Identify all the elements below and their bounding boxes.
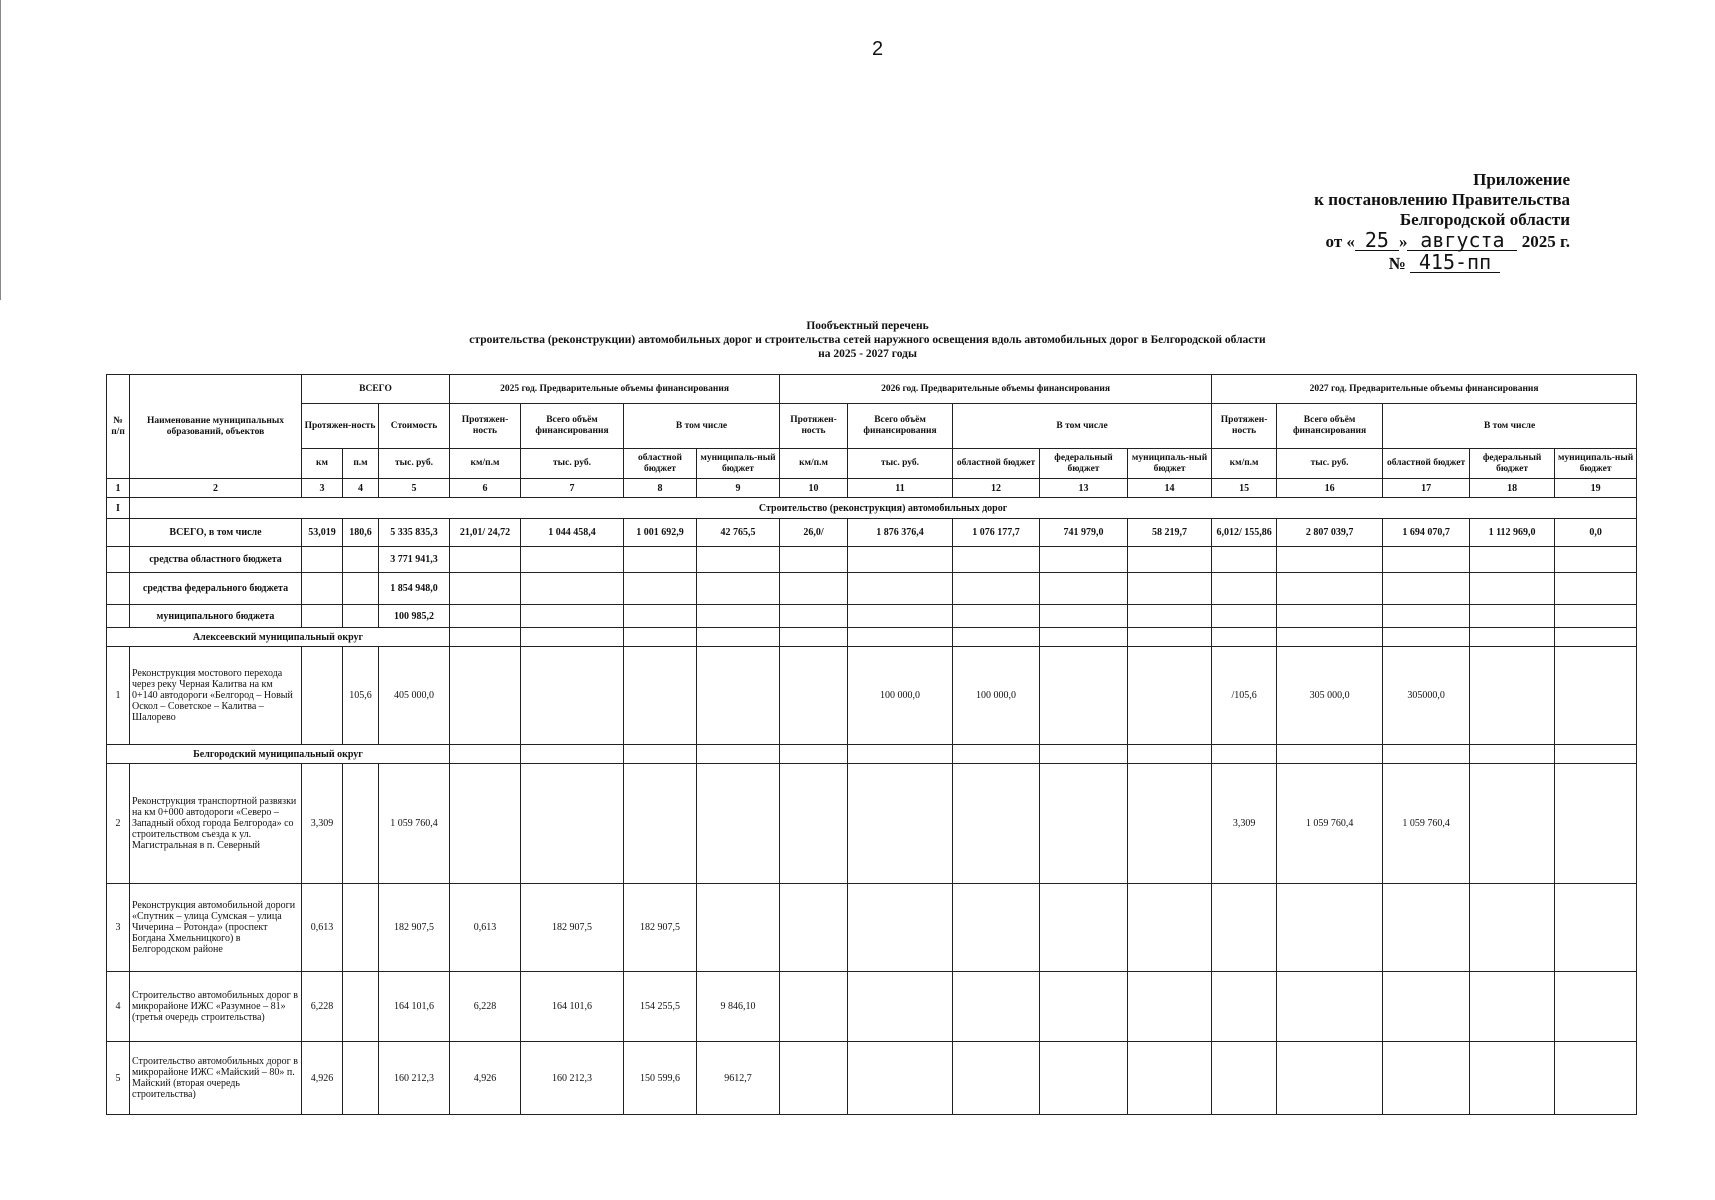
budget-row xyxy=(107,605,1637,628)
cell xyxy=(1277,884,1383,972)
cell xyxy=(953,972,1040,1042)
empty-cell xyxy=(953,628,1040,647)
header-2025-regional: областной бюджет xyxy=(624,449,697,479)
object-name: Реконструкция мостового перехода через реку Черная Калитва на км 0+140 автодороги «Белгород – Новый Оскол – Советское – Калитва – Шалорево xyxy=(130,647,302,745)
empty-cell xyxy=(953,745,1040,764)
header-2026-municipal: муниципаль-ный бюджет xyxy=(1128,449,1212,479)
empty-cell xyxy=(1555,745,1637,764)
header-pm: п.м xyxy=(343,449,379,479)
cell: 3,309 xyxy=(1212,764,1277,884)
col-number: 18 xyxy=(1470,479,1555,498)
empty-cell xyxy=(1040,547,1128,573)
cell xyxy=(1128,884,1212,972)
object-row xyxy=(107,647,1637,745)
document-title xyxy=(300,319,1435,361)
cell xyxy=(1555,764,1637,884)
cell xyxy=(1383,972,1470,1042)
cell: 182 907,5 xyxy=(624,884,697,972)
header-2027-municipal: муниципаль-ный бюджет xyxy=(1555,449,1637,479)
budget-label: муниципального бюджета xyxy=(130,605,302,628)
empty-cell xyxy=(302,605,343,628)
header-2027-total-fin: Всего объём финансирования xyxy=(1277,404,1383,449)
number-prefix: № xyxy=(1388,254,1406,273)
date-month: августа xyxy=(1407,230,1517,251)
objects-table xyxy=(106,374,1637,1115)
empty-cell xyxy=(780,605,848,628)
object-name: Реконструкция транспортной развязки на км 0+000 автодороги «Северо – Западный обход города Белгорода» со строительством съезда к ул. Магистральная в п. Северный xyxy=(130,764,302,884)
empty-cell xyxy=(1040,573,1128,605)
cell xyxy=(450,764,521,884)
header-cost: Стоимость xyxy=(379,404,450,449)
section-num: I xyxy=(107,498,130,519)
cell: 2 807 039,7 xyxy=(1277,519,1383,547)
cell xyxy=(1040,972,1128,1042)
cell: 53,019 xyxy=(302,519,343,547)
empty-cell xyxy=(1128,628,1212,647)
cell xyxy=(302,647,343,745)
cell: 26,0/ xyxy=(780,519,848,547)
empty-cell xyxy=(624,745,697,764)
cell xyxy=(1555,972,1637,1042)
empty-cell xyxy=(1040,628,1128,647)
cell: 160 212,3 xyxy=(521,1042,624,1115)
column-number-row xyxy=(107,479,1637,498)
cell: 182 907,5 xyxy=(379,884,450,972)
total-row xyxy=(107,519,1637,547)
district-name: Белгородский муниципальный округ xyxy=(107,745,450,764)
header-2025-municipal: муниципаль-ный бюджет xyxy=(697,449,780,479)
object-num: 2 xyxy=(107,764,130,884)
empty-cell xyxy=(521,547,624,573)
cell: 42 765,5 xyxy=(697,519,780,547)
appendix-line2: к постановлению Правительства xyxy=(1314,190,1570,209)
cell xyxy=(1040,764,1128,884)
empty-cell xyxy=(697,628,780,647)
cell xyxy=(697,647,780,745)
budget-row xyxy=(107,573,1637,605)
cell xyxy=(1555,1042,1637,1115)
cell: 21,01/ 24,72 xyxy=(450,519,521,547)
cell: 105,6 xyxy=(343,647,379,745)
empty-cell xyxy=(1040,745,1128,764)
cell xyxy=(521,764,624,884)
object-name: Строительство автомобильных дорог в микрорайоне ИЖС «Майский – 80» п. Майский (вторая очередь строительства) xyxy=(130,1042,302,1115)
cell xyxy=(953,884,1040,972)
empty-cell xyxy=(697,745,780,764)
empty-cell xyxy=(107,605,130,628)
cell xyxy=(1277,972,1383,1042)
header-2026-regional: областной бюджет xyxy=(953,449,1040,479)
header-total-rub: тыс. руб. xyxy=(379,449,450,479)
date-mid: » xyxy=(1398,232,1408,251)
empty-cell xyxy=(848,547,953,573)
col-number: 11 xyxy=(848,479,953,498)
header-2027: 2027 год. Предварительные объемы финансирования xyxy=(1212,375,1637,404)
header-2027-length: Протяжен-ность xyxy=(1212,404,1277,449)
empty-cell xyxy=(1470,628,1555,647)
district-row xyxy=(107,745,1637,764)
empty-cell xyxy=(1383,547,1470,573)
empty-cell xyxy=(1383,605,1470,628)
cell: 164 101,6 xyxy=(379,972,450,1042)
cell: 4,926 xyxy=(302,1042,343,1115)
cell xyxy=(1470,1042,1555,1115)
header-2027-federal: федеральный бюджет xyxy=(1470,449,1555,479)
budget-label: средства федерального бюджета xyxy=(130,573,302,605)
empty-cell xyxy=(1128,745,1212,764)
cell xyxy=(1555,884,1637,972)
col-number: 9 xyxy=(697,479,780,498)
empty-cell xyxy=(780,573,848,605)
object-row xyxy=(107,972,1637,1042)
empty-cell xyxy=(302,547,343,573)
empty-cell xyxy=(953,605,1040,628)
header-2025: 2025 год. Предварительные объемы финансирования xyxy=(450,375,780,404)
header-2025-rub: тыс. руб. xyxy=(521,449,624,479)
header-num: № п/п xyxy=(107,375,130,479)
col-number: 6 xyxy=(450,479,521,498)
cell: 6,228 xyxy=(302,972,343,1042)
empty-cell xyxy=(450,605,521,628)
empty-cell xyxy=(697,547,780,573)
empty-cell xyxy=(953,573,1040,605)
header-2027-regional: областной бюджет xyxy=(1383,449,1470,479)
page-number: 2 xyxy=(872,38,884,60)
col-number: 2 xyxy=(130,479,302,498)
empty-cell xyxy=(1128,547,1212,573)
col-number: 17 xyxy=(1383,479,1470,498)
cell xyxy=(848,764,953,884)
empty-cell xyxy=(343,605,379,628)
cell: 0,613 xyxy=(302,884,343,972)
budget-value: 3 771 941,3 xyxy=(379,547,450,573)
cell xyxy=(953,764,1040,884)
cell xyxy=(780,972,848,1042)
header-name: Наименование муниципальных образований, объектов xyxy=(130,375,302,479)
col-number: 16 xyxy=(1277,479,1383,498)
cell xyxy=(848,972,953,1042)
object-row xyxy=(107,1042,1637,1115)
col-number: 3 xyxy=(302,479,343,498)
cell xyxy=(450,647,521,745)
header-2027-rub: тыс. руб. xyxy=(1277,449,1383,479)
col-number: 1 xyxy=(107,479,130,498)
cell xyxy=(343,764,379,884)
empty-cell xyxy=(1277,573,1383,605)
cell xyxy=(624,764,697,884)
cell: 1 076 177,7 xyxy=(953,519,1040,547)
header-2027-kmpm: км/п.м xyxy=(1212,449,1277,479)
date-prefix: от « xyxy=(1325,232,1355,251)
header-2027-including: В том числе xyxy=(1383,404,1637,449)
empty-cell xyxy=(521,628,624,647)
cell: 305 000,0 xyxy=(1277,647,1383,745)
cell: 160 212,3 xyxy=(379,1042,450,1115)
empty-cell xyxy=(1128,605,1212,628)
header-2026-including: В том числе xyxy=(953,404,1212,449)
empty-cell xyxy=(624,547,697,573)
cell xyxy=(697,764,780,884)
cell: 4,926 xyxy=(450,1042,521,1115)
cell xyxy=(1470,764,1555,884)
cell xyxy=(780,1042,848,1115)
empty-cell xyxy=(624,573,697,605)
empty-cell xyxy=(1212,628,1277,647)
cell: 305000,0 xyxy=(1383,647,1470,745)
budget-row xyxy=(107,547,1637,573)
date-day: 25 xyxy=(1355,230,1399,251)
date-year: 2025 г. xyxy=(1521,232,1570,251)
empty-cell xyxy=(107,519,130,547)
total-label: ВСЕГО, в том числе xyxy=(130,519,302,547)
cell xyxy=(1212,1042,1277,1115)
cell xyxy=(953,1042,1040,1115)
empty-cell xyxy=(697,573,780,605)
header-2026-rub: тыс. руб. xyxy=(848,449,953,479)
cell xyxy=(780,884,848,972)
empty-cell xyxy=(521,573,624,605)
header-2026-kmpm: км/п.м xyxy=(780,449,848,479)
empty-cell xyxy=(697,605,780,628)
cell xyxy=(1128,647,1212,745)
object-num: 4 xyxy=(107,972,130,1042)
header-2025-length: Протяжен-ность xyxy=(450,404,521,449)
object-num: 1 xyxy=(107,647,130,745)
empty-cell xyxy=(780,745,848,764)
empty-cell xyxy=(302,573,343,605)
empty-cell xyxy=(1277,745,1383,764)
cell: 182 907,5 xyxy=(521,884,624,972)
cell: 9 846,10 xyxy=(697,972,780,1042)
cell: 1 044 458,4 xyxy=(521,519,624,547)
object-name: Реконструкция автомобильной дороги «Спутник – улица Сумская – улица Чичерина – Ротонда» (проспект Богдана Хмельницкого) в Белгородском районе xyxy=(130,884,302,972)
empty-cell xyxy=(1128,573,1212,605)
empty-cell xyxy=(780,628,848,647)
object-row xyxy=(107,764,1637,884)
cell xyxy=(343,1042,379,1115)
header-km: км xyxy=(302,449,343,479)
empty-cell xyxy=(450,573,521,605)
title-line1: Пообъектный перечень xyxy=(806,320,929,332)
empty-cell xyxy=(521,605,624,628)
cell xyxy=(1128,1042,1212,1115)
cell: 6,228 xyxy=(450,972,521,1042)
empty-cell xyxy=(1212,745,1277,764)
section-row xyxy=(107,498,1637,519)
col-number: 12 xyxy=(953,479,1040,498)
appendix-line3: Белгородской области xyxy=(1399,210,1570,229)
cell xyxy=(1040,1042,1128,1115)
col-number: 8 xyxy=(624,479,697,498)
cell: 9612,7 xyxy=(697,1042,780,1115)
col-number: 10 xyxy=(780,479,848,498)
object-name: Строительство автомобильных дорог в микрорайоне ИЖС «Разумное – 81» (третья очередь строительства) xyxy=(130,972,302,1042)
empty-cell xyxy=(848,573,953,605)
empty-cell xyxy=(1212,573,1277,605)
scan-edge-line xyxy=(0,0,1,300)
empty-cell xyxy=(1040,605,1128,628)
empty-cell xyxy=(624,628,697,647)
cell xyxy=(1383,1042,1470,1115)
col-number: 19 xyxy=(1555,479,1637,498)
empty-cell xyxy=(343,547,379,573)
empty-cell xyxy=(107,573,130,605)
cell xyxy=(1555,647,1637,745)
empty-cell xyxy=(1277,605,1383,628)
appendix-date xyxy=(1270,230,1570,252)
cell xyxy=(343,972,379,1042)
cell: 405 000,0 xyxy=(379,647,450,745)
empty-cell xyxy=(1470,745,1555,764)
cell: 1 694 070,7 xyxy=(1383,519,1470,547)
cell xyxy=(1470,884,1555,972)
cell: 3,309 xyxy=(302,764,343,884)
empty-cell xyxy=(848,745,953,764)
empty-cell xyxy=(953,547,1040,573)
empty-cell xyxy=(1470,547,1555,573)
cell xyxy=(521,647,624,745)
cell xyxy=(697,884,780,972)
district-name: Алексеевский муниципальный округ xyxy=(107,628,450,647)
header-2026-length: Протяжен-ность xyxy=(780,404,848,449)
cell: 154 255,5 xyxy=(624,972,697,1042)
empty-cell xyxy=(450,745,521,764)
col-number: 15 xyxy=(1212,479,1277,498)
object-num: 3 xyxy=(107,884,130,972)
cell: 5 335 835,3 xyxy=(379,519,450,547)
cell xyxy=(1128,972,1212,1042)
cell: 1 876 376,4 xyxy=(848,519,953,547)
budget-label: средства областного бюджета xyxy=(130,547,302,573)
col-number: 14 xyxy=(1128,479,1212,498)
cell: 6,012/ 155,86 xyxy=(1212,519,1277,547)
empty-cell xyxy=(1277,547,1383,573)
cell xyxy=(343,884,379,972)
appendix-title: Приложение xyxy=(1473,170,1570,189)
section-label: Строительство (реконструкция) автомобильных дорог xyxy=(130,498,1637,519)
empty-cell xyxy=(1212,547,1277,573)
cell: 1 059 760,4 xyxy=(1277,764,1383,884)
budget-value: 1 854 948,0 xyxy=(379,573,450,605)
empty-cell xyxy=(107,547,130,573)
cell: 164 101,6 xyxy=(521,972,624,1042)
col-number: 4 xyxy=(343,479,379,498)
cell xyxy=(1040,647,1128,745)
empty-cell xyxy=(1555,605,1637,628)
number-value: 415-пп xyxy=(1410,252,1500,273)
cell: 741 979,0 xyxy=(1040,519,1128,547)
cell xyxy=(1128,764,1212,884)
header-2025-including: В том числе xyxy=(624,404,780,449)
empty-cell xyxy=(1555,547,1637,573)
header-length: Протяжен-ность xyxy=(302,404,379,449)
cell xyxy=(848,1042,953,1115)
empty-cell xyxy=(1555,628,1637,647)
title-line2: строительства (реконструкции) автомобильных дорог и строительства сетей наружного освещения вдоль автомобильных дорог в Белгородской области xyxy=(469,334,1266,346)
cell: 0,613 xyxy=(450,884,521,972)
cell xyxy=(1470,647,1555,745)
cell xyxy=(1277,1042,1383,1115)
empty-cell xyxy=(1277,628,1383,647)
header-2025-kmpm: км/п.м xyxy=(450,449,521,479)
empty-cell xyxy=(521,745,624,764)
cell xyxy=(780,764,848,884)
empty-cell xyxy=(1383,745,1470,764)
appendix-block xyxy=(1270,170,1570,274)
cell xyxy=(1212,884,1277,972)
cell: /105,6 xyxy=(1212,647,1277,745)
header-2025-total-fin: Всего объём финансирования xyxy=(521,404,624,449)
empty-cell xyxy=(624,605,697,628)
col-number: 7 xyxy=(521,479,624,498)
budget-value: 100 985,2 xyxy=(379,605,450,628)
cell xyxy=(624,647,697,745)
cell xyxy=(848,884,953,972)
empty-cell xyxy=(1470,605,1555,628)
header-2026-total-fin: Всего объём финансирования xyxy=(848,404,953,449)
object-row xyxy=(107,884,1637,972)
object-num: 5 xyxy=(107,1042,130,1115)
cell: 0,0 xyxy=(1555,519,1637,547)
district-row xyxy=(107,628,1637,647)
title-line3: на 2025 - 2027 годы xyxy=(818,348,917,360)
empty-cell xyxy=(780,547,848,573)
cell: 58 219,7 xyxy=(1128,519,1212,547)
empty-cell xyxy=(848,605,953,628)
col-number: 13 xyxy=(1040,479,1128,498)
cell xyxy=(1212,972,1277,1042)
cell xyxy=(1383,884,1470,972)
header-2026-federal: федеральный бюджет xyxy=(1040,449,1128,479)
cell xyxy=(1470,972,1555,1042)
cell: 1 059 760,4 xyxy=(1383,764,1470,884)
header-2026: 2026 год. Предварительные объемы финансирования xyxy=(780,375,1212,404)
empty-cell xyxy=(450,547,521,573)
header-total: ВСЕГО xyxy=(302,375,450,404)
empty-cell xyxy=(1470,573,1555,605)
empty-cell xyxy=(1555,573,1637,605)
appendix-number xyxy=(1270,252,1570,274)
cell: 150 599,6 xyxy=(624,1042,697,1115)
empty-cell xyxy=(1383,573,1470,605)
empty-cell xyxy=(450,628,521,647)
empty-cell xyxy=(1212,605,1277,628)
cell: 100 000,0 xyxy=(953,647,1040,745)
empty-cell xyxy=(343,573,379,605)
cell: 1 001 692,9 xyxy=(624,519,697,547)
cell xyxy=(1040,884,1128,972)
empty-cell xyxy=(1383,628,1470,647)
cell: 1 112 969,0 xyxy=(1470,519,1555,547)
col-number: 5 xyxy=(379,479,450,498)
cell: 100 000,0 xyxy=(848,647,953,745)
cell: 180,6 xyxy=(343,519,379,547)
cell: 1 059 760,4 xyxy=(379,764,450,884)
cell xyxy=(780,647,848,745)
empty-cell xyxy=(848,628,953,647)
